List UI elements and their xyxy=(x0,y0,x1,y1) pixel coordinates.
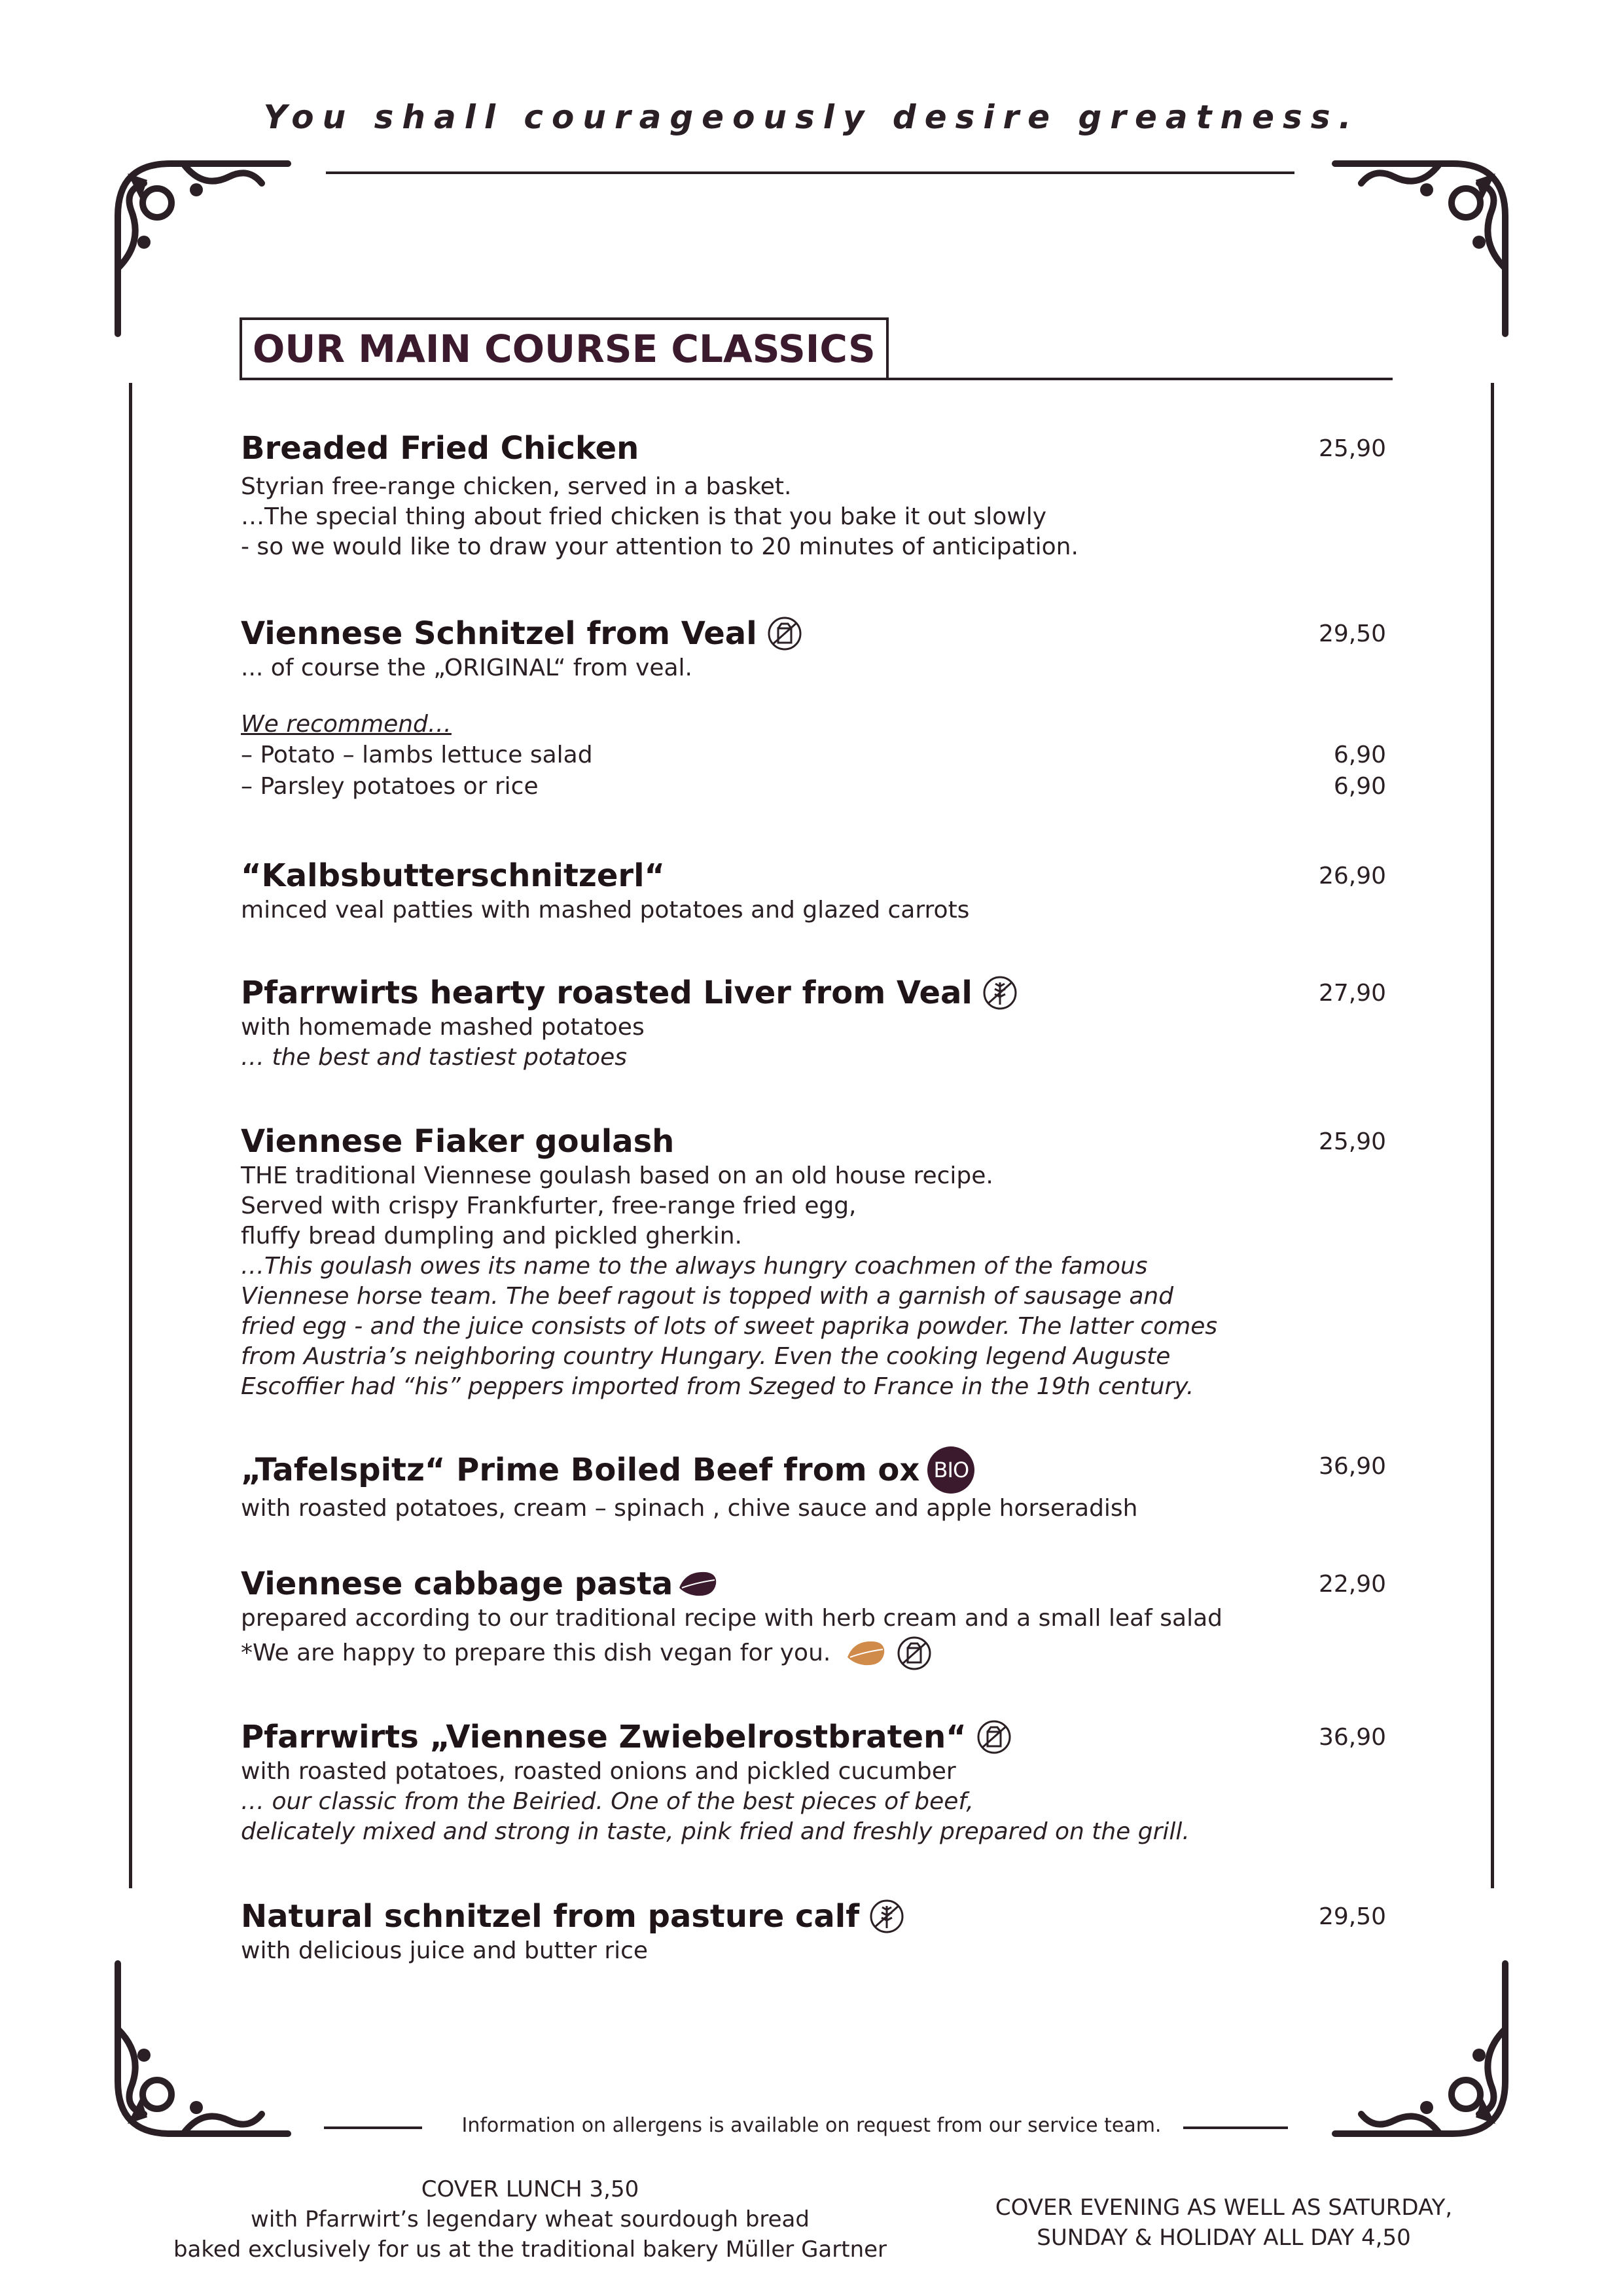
side-dish-price: 6,90 xyxy=(1333,773,1386,800)
section-heading xyxy=(240,317,889,380)
dish-title-row xyxy=(241,614,1386,653)
dish-price: 36,90 xyxy=(1318,1724,1386,1751)
cover-evening-line: COVER EVENING AS WELL AS SATURDAY, xyxy=(995,2195,1453,2221)
motto-divider xyxy=(326,171,1294,174)
side-dish-row xyxy=(241,740,1386,771)
dish-description: THE traditional Viennese goulash based on an old house recipe. xyxy=(241,1162,993,1189)
menu-item xyxy=(241,1717,1386,1847)
side-dish-label: – Parsley potatoes or rice xyxy=(241,773,539,800)
corner-ornament-top-right xyxy=(1322,137,1531,347)
dish-description: minced veal patties with mashed potatoes and glazed carrots xyxy=(241,897,970,924)
dish-title: Breaded Fried Chicken xyxy=(241,430,639,467)
dish-description: with homemade mashed potatoes xyxy=(241,1014,645,1041)
dish-title: Pfarrwirts „Viennese Zwiebelrostbraten“ xyxy=(241,1719,967,1755)
dish-price: 29,50 xyxy=(1318,620,1386,647)
menu-item xyxy=(241,429,1386,562)
menu-item xyxy=(241,856,1386,925)
vegan-leaf-icon xyxy=(845,1638,887,1669)
dish-note: from Austria’s neighboring country Hungary. Even the cooking legend Auguste xyxy=(241,1343,1171,1370)
dish-title: Viennese cabbage pasta xyxy=(241,1566,673,1602)
dish-note: fried egg - and the juice consists of lots of sweet paprika powder. The latter comes xyxy=(241,1313,1218,1340)
cover-lunch-line: with Pfarrwirt’s legendary wheat sourdough bread xyxy=(251,2206,810,2233)
dish-description: with roasted potatoes, roasted onions and pickled cucumber xyxy=(241,1758,956,1785)
section-heading-rule xyxy=(877,378,1393,380)
gluten-free-icon xyxy=(982,975,1018,1011)
section-heading-text: OUR MAIN COURSE CLASSICS xyxy=(253,327,876,371)
corner-ornament-top-left xyxy=(92,137,301,347)
dish-description: ... of course the „ORIGINAL“ from veal. xyxy=(241,655,692,681)
cover-evening xyxy=(936,2193,1512,2253)
dish-description: Served with crispy Frankfurter, free-range fried egg, xyxy=(241,1193,857,1219)
dish-title: Viennese Fiaker goulash xyxy=(241,1123,675,1160)
menu-item xyxy=(241,1446,1386,1524)
dish-description: Styrian free-range chicken, served in a basket. xyxy=(241,473,792,500)
dish-description: prepared according to our traditional recipe with herb cream and a small leaf salad xyxy=(241,1605,1223,1632)
menu-item xyxy=(241,614,1386,802)
dish-note: Viennese horse team. The beef ragout is topped with a garnish of sausage and xyxy=(241,1283,1174,1310)
menu-item xyxy=(241,1122,1386,1402)
dish-description: …The special thing about fried chicken is that you bake it out slowly xyxy=(241,503,1047,530)
cover-lunch-line: baked exclusively for us at the traditional bakery Müller Gartner xyxy=(173,2236,887,2263)
menu-item xyxy=(241,973,1386,1073)
recommend-label: We recommend… xyxy=(241,711,452,738)
dish-price: 22,90 xyxy=(1318,1571,1386,1598)
dish-title-row xyxy=(241,1897,1386,1936)
dish-note: … the best and tastiest potatoes xyxy=(241,1044,628,1071)
dish-title: „Tafelspitz“ Prime Boiled Beef from ox xyxy=(241,1452,920,1488)
dish-note: … our classic from the Beiried. One of the best pieces of beef, xyxy=(241,1788,974,1815)
dish-title: Pfarrwirts hearty roasted Liver from Veal xyxy=(241,975,972,1011)
motto: You shall courageously desire greatness. xyxy=(263,98,1360,136)
milk-free-icon xyxy=(976,1719,1012,1755)
cover-lunch xyxy=(124,2174,936,2265)
dish-note: delicately mixed and strong in taste, pink fried and freshly prepared on the grill. xyxy=(241,1818,1190,1845)
dish-title-row xyxy=(241,1717,1386,1757)
dish-description: - so we would like to draw your attention to 20 minutes of anticipation. xyxy=(241,533,1079,560)
cover-evening-line: SUNDAY & HOLIDAY ALL DAY 4,50 xyxy=(1037,2225,1411,2251)
side-dish-price: 6,90 xyxy=(1333,742,1386,768)
dish-title-row xyxy=(241,1564,1386,1604)
gluten-free-icon xyxy=(868,1898,905,1935)
cover-lunch-line: COVER LUNCH 3,50 xyxy=(421,2176,639,2202)
frame-line-right xyxy=(1491,383,1494,1888)
dish-title-row xyxy=(241,973,1386,1013)
side-dish-label: – Potato – lambs lettuce salad xyxy=(241,742,593,768)
allergen-divider-right xyxy=(1183,2126,1288,2129)
side-dish-row xyxy=(241,771,1386,802)
dish-description: with delicious juice and butter rice xyxy=(241,1937,649,1964)
bio-badge: BIO xyxy=(927,1446,974,1494)
dish-price: 26,90 xyxy=(1318,863,1386,889)
dish-title: “Kalbsbutterschnitzerl“ xyxy=(241,857,666,894)
dish-title: Natural schnitzel from pasture calf xyxy=(241,1898,860,1935)
vegan-note-row xyxy=(241,1634,1386,1673)
dish-price: 27,90 xyxy=(1318,980,1386,1007)
dish-price: 25,90 xyxy=(1318,1128,1386,1155)
dish-title: Viennese Schnitzel from Veal xyxy=(241,615,757,652)
vegetarian-leaf-icon xyxy=(677,1568,719,1600)
dish-note: …This goulash owes its name to the always hungry coachmen of the famous xyxy=(241,1253,1148,1280)
dish-price: 25,90 xyxy=(1318,435,1386,462)
frame-line-left xyxy=(129,383,132,1888)
milk-free-icon xyxy=(766,615,803,652)
dish-note: Escoffier had “his” peppers imported from Szeged to France in the 19th century. xyxy=(241,1373,1194,1400)
dish-description: fluffy bread dumpling and pickled gherkin. xyxy=(241,1223,742,1249)
menu-item xyxy=(241,1564,1386,1673)
allergen-note: Information on allergens is available on request from our service team. xyxy=(461,2114,1162,2137)
vegan-note: *We are happy to prepare this dish vegan for you. xyxy=(241,1640,831,1666)
dish-description: with roasted potatoes, cream – spinach , chive sauce and apple horseradish xyxy=(241,1495,1138,1522)
dish-title-row xyxy=(241,1446,1386,1494)
dish-price: 29,50 xyxy=(1318,1903,1386,1930)
dish-price: 36,90 xyxy=(1318,1453,1386,1480)
milk-free-icon xyxy=(896,1635,933,1672)
menu-item xyxy=(241,1897,1386,1966)
